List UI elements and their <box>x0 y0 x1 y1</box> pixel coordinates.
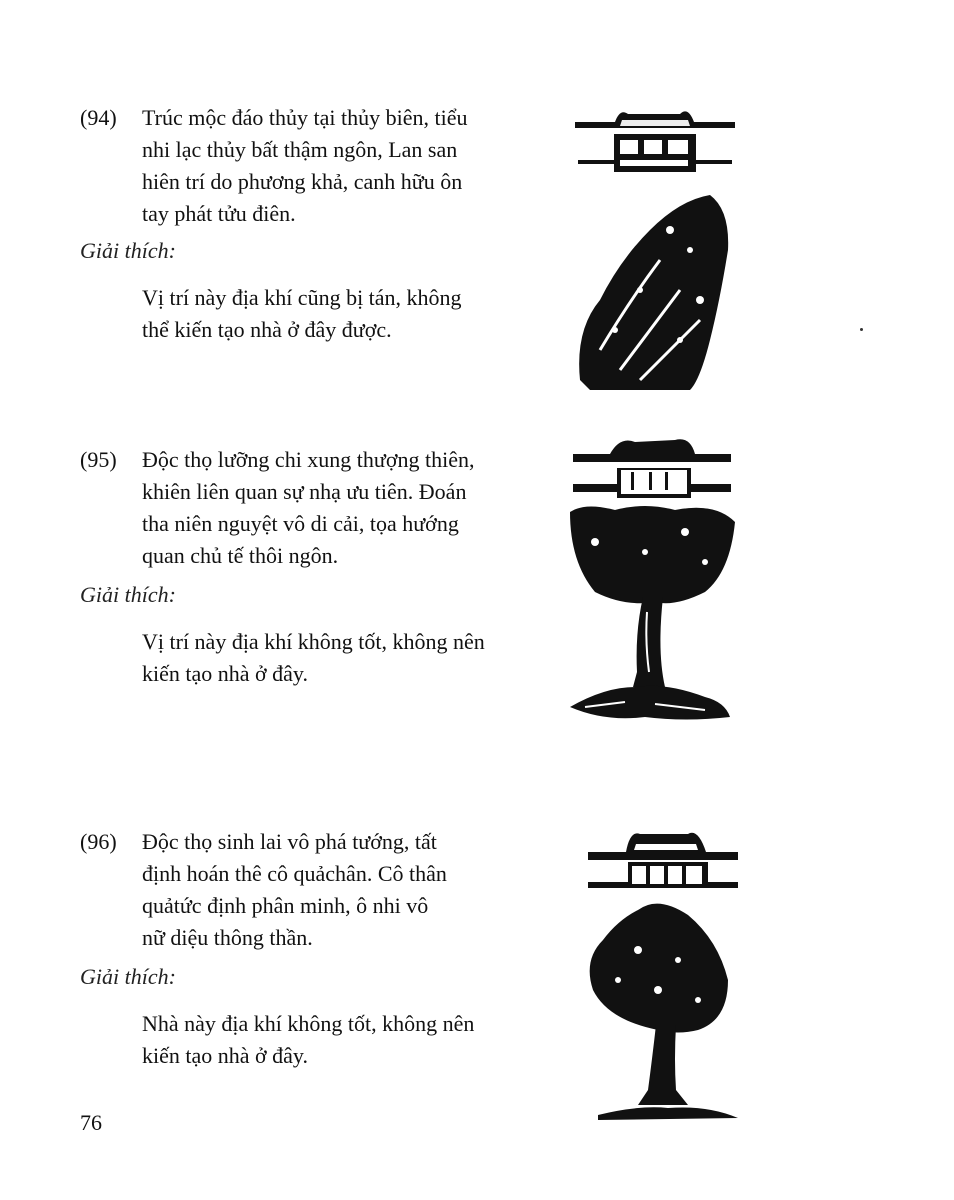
explanation-line: kiến tạo nhà ở đây. <box>142 661 308 686</box>
explanation-line: kiến tạo nhà ở đây. <box>142 1043 308 1068</box>
verse <box>142 826 572 954</box>
verse-line: hiên trí do phương khả, canh hữu ôn <box>142 169 463 194</box>
verse <box>142 102 572 230</box>
page-number: 76 <box>80 1110 102 1135</box>
explanation-label: Giải thích: <box>80 964 176 989</box>
verse-line: định hoán thê cô quảchân. Cô thân <box>142 861 447 886</box>
explanation-label: Giải thích: <box>80 582 176 607</box>
verse-line: nữ diệu thông thần. <box>142 925 313 950</box>
explanation-line: Vị trí này địa khí không tốt, không nên <box>142 629 485 654</box>
explanation <box>142 1008 474 1072</box>
verse-line: Độc thọ sinh lai vô phá tướng, tất <box>142 829 437 854</box>
entry-number: (95) <box>80 447 117 472</box>
verse-line: Độc thọ lưỡng chi xung thượng thiên, <box>142 447 475 472</box>
verse <box>142 444 572 572</box>
verse-line: khiên liên quan sự nhạ ưu tiên. Đoán <box>142 479 467 504</box>
verse-line: quảtức định phân minh, ô nhi vô <box>142 893 429 918</box>
verse-line: quan chủ tế thôi ngôn. <box>142 543 339 568</box>
entry-number: (96) <box>80 829 117 854</box>
house-above-tall-tree-icon <box>578 820 748 1125</box>
house-above-leaning-tree-icon <box>570 100 740 400</box>
explanation-label: Giải thích: <box>80 238 176 263</box>
verse-line: tha niên nguyệt vô di cải, tọa hướng <box>142 511 459 536</box>
verse-line: tay phát tửu điên. <box>142 201 296 226</box>
verse-line: Trúc mộc đáo thủy tại thủy biên, tiểu <box>142 105 468 130</box>
explanation <box>142 626 485 690</box>
explanation <box>142 282 462 346</box>
entry-number: (94) <box>80 105 117 130</box>
scan-speck <box>860 328 863 331</box>
explanation-line: Nhà này địa khí không tốt, không nên <box>142 1011 475 1036</box>
explanation-line: thể kiến tạo nhà ở đây được. <box>142 317 392 342</box>
verse-line: nhi lạc thủy bất thậm ngôn, Lan san <box>142 137 458 162</box>
house-above-single-tree-icon <box>565 432 740 732</box>
explanation-line: Vị trí này địa khí cũng bị tán, không <box>142 285 462 310</box>
